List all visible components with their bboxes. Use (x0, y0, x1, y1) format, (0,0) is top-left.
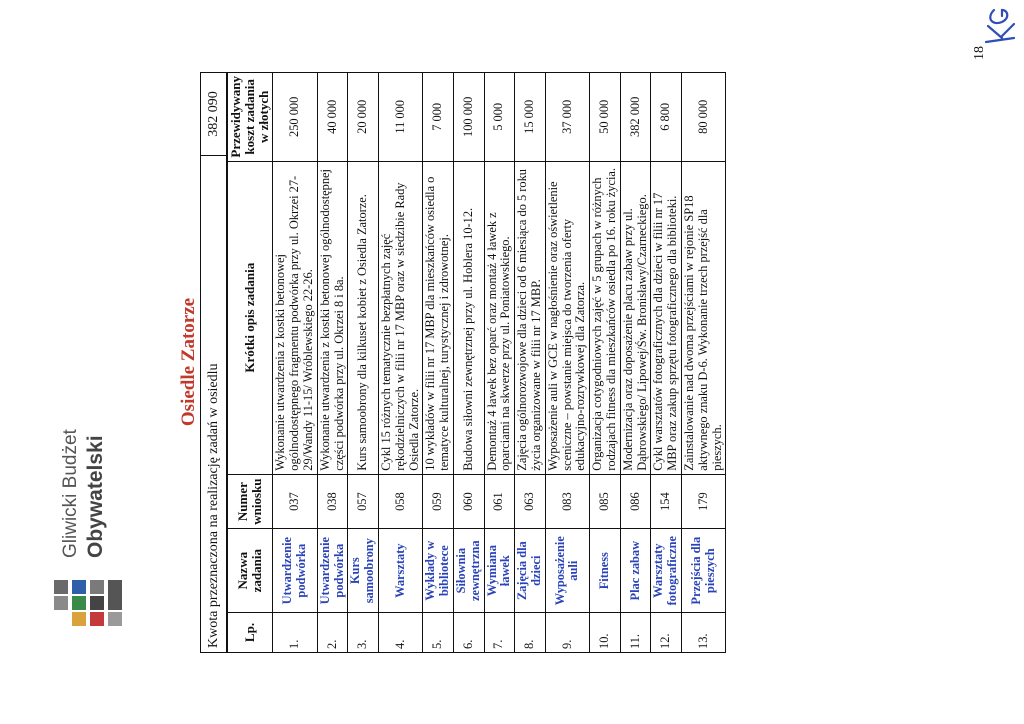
row-cost: 15 000 (515, 73, 546, 162)
quota-table (200, 72, 228, 653)
header-description: Krótki opis zadania (227, 161, 273, 474)
row-number: 061 (484, 474, 515, 529)
row-number: 059 (423, 474, 454, 529)
row-number: 083 (545, 474, 589, 529)
row-number: 086 (620, 474, 651, 529)
table-row (378, 73, 422, 653)
table-row (484, 73, 515, 653)
row-lp: 8. (515, 612, 546, 652)
page-number: 18 (972, 46, 987, 60)
table-row (651, 73, 682, 653)
row-name: Wyposażenie auli (545, 529, 589, 613)
row-name: Wykłady w bibliotece (423, 529, 454, 613)
row-number: 057 (348, 474, 379, 529)
row-cost: 40 000 (317, 73, 348, 162)
row-name: Kurs samoobrony (348, 529, 379, 613)
row-description: Modernizacja oraz doposażenie placu zabaw przy ul. Dąbrowskiego/ Lipowej/Św. Bronisławy/Czarneckiego. (620, 161, 651, 474)
row-number: 179 (681, 474, 725, 529)
row-lp: 5. (423, 612, 454, 652)
row-name: Warsztaty (378, 529, 422, 613)
tasks-body (273, 73, 726, 653)
row-description: Kurs samoobrony dla kilkuset kobiet z Osiedla Zatorze. (348, 161, 379, 474)
row-lp: 10. (590, 612, 621, 652)
table-row (681, 73, 725, 653)
row-lp: 6. (453, 612, 484, 652)
row-lp: 3. (348, 612, 379, 652)
row-cost: 5 000 (484, 73, 515, 162)
row-lp: 2. (317, 612, 348, 652)
tasks-table (226, 72, 726, 653)
row-lp: 1. (273, 612, 317, 652)
table-row (620, 73, 651, 653)
row-number: 063 (515, 474, 546, 529)
table-row (545, 73, 589, 653)
table-row (348, 73, 379, 653)
table-row (423, 73, 454, 653)
row-description: Cykl warsztatów fotograficznych dla dzieci w filii nr 17 MBP oraz zakup sprzętu fotograficznego dla biblioteki. (651, 161, 682, 474)
row-lp: 11. (620, 612, 651, 652)
header-number: Numer wniosku (227, 474, 273, 529)
row-lp: 4. (378, 612, 422, 652)
row-name: Plac zabaw (620, 529, 651, 613)
handwritten-initials-icon (980, 6, 1020, 48)
row-description: Demontaż 4 ławek bez oparć oraz montaż 4 ławek z oparciami na skwerze przy ul. Poniatowskiego. (484, 161, 515, 474)
row-cost: 50 000 (590, 73, 621, 162)
row-cost: 382 000 (620, 73, 651, 162)
row-cost: 7 000 (423, 73, 454, 162)
row-lp: 9. (545, 612, 589, 652)
row-lp: 13. (681, 612, 725, 652)
row-description: Zainstalowanie nad dwoma przejściami w rejonie SP18 aktywnego znaku D-6. Wykonanie trzech przejść dla pieszych. (681, 161, 725, 474)
table-row (590, 73, 621, 653)
row-cost: 37 000 (545, 73, 589, 162)
row-cost: 6 800 (651, 73, 682, 162)
row-name: Warsztaty fotograficzne (651, 529, 682, 613)
row-cost: 100 000 (453, 73, 484, 162)
row-description: Wyposażenie auli w GCE w nagłośnienie oraz oświetlenie sceniczne – powstanie miejsca do tworzenia oferty edukacyjno-rozrywkowej dla Zatorza. (545, 161, 589, 474)
row-cost: 20 000 (348, 73, 379, 162)
quota-amount: 382 090 (201, 73, 228, 156)
row-description: Zajęcia ogólnorozwojowe dla dzieci od 6 miesiąca do 5 roku życia organizowane w filii nr 17 MBP. (515, 161, 546, 474)
logo-line1: Gliwicki Budżet (60, 429, 81, 558)
table-row (273, 73, 317, 653)
header-lp: Lp. (227, 612, 273, 652)
row-name: Utwardzenie podwórka (273, 529, 317, 613)
row-number: 038 (317, 474, 348, 529)
quota-label: Kwota przeznaczona na realizację zadań w osiedlu (201, 156, 228, 653)
row-number: 037 (273, 474, 317, 529)
tasks-header-row (227, 73, 273, 653)
logo-mark-icon (52, 568, 130, 632)
logo (52, 402, 142, 632)
row-lp: 12. (651, 612, 682, 652)
table-row (317, 73, 348, 653)
row-number: 085 (590, 474, 621, 529)
row-name: Siłownia zewnętrzna (453, 529, 484, 613)
row-name: Zajęcia dla dzieci (515, 529, 546, 613)
row-number: 060 (453, 474, 484, 529)
table-row (515, 73, 546, 653)
row-description: Organizacja cotygodniowych zajęć w 5 grupach w różnych rodzajach fitness dla mieszkańców osiedla po 16. roku życia. (590, 161, 621, 474)
row-name: Przejścia dla pieszych (681, 529, 725, 613)
row-description: Wykonanie utwardzenia z kostki betonowej ogólnodostępnego fragmentu podwórka przy ul. Okrzei 27-29/Wandy 11-15/ Wróblewskiego 22-26. (273, 161, 317, 474)
header-name: Nazwa zadania (227, 529, 273, 613)
row-description: Cykl 15 różnych tematycznie bezpłatnych zajęć rękodzielniczych w filii nr 17 MBP oraz w siedzibie Rady Osiedla Zatorze. (378, 161, 422, 474)
row-name: Utwardzenie podwórka (317, 529, 348, 613)
row-cost: 250 000 (273, 73, 317, 162)
row-name: Wymiana ławek (484, 529, 515, 613)
row-lp: 7. (484, 612, 515, 652)
logo-line2: Obywatelski (84, 435, 107, 558)
row-cost: 80 000 (681, 73, 725, 162)
header-cost: Przewidywany koszt zadania w złotych (227, 73, 273, 162)
table-row (453, 73, 484, 653)
row-description: Wykonanie utwardzenia z kostki betonowej ogólnodostępnej części podwórka przy ul. Okrzei 8 i 8a. (317, 161, 348, 474)
row-number: 058 (378, 474, 422, 529)
row-description: 10 wykładów w filii nr 17 MBP dla mieszkańców osiedla o tematyce kulturalnej, turystycznej i zdrowotnej. (423, 161, 454, 474)
row-cost: 11 000 (378, 73, 422, 162)
row-name: Fitness (590, 529, 621, 613)
row-number: 154 (651, 474, 682, 529)
row-description: Budowa siłowni zewnętrznej przy ul. Hoblera 10-12. (453, 161, 484, 474)
district-title: Osiedle Zatorze (178, 297, 199, 427)
